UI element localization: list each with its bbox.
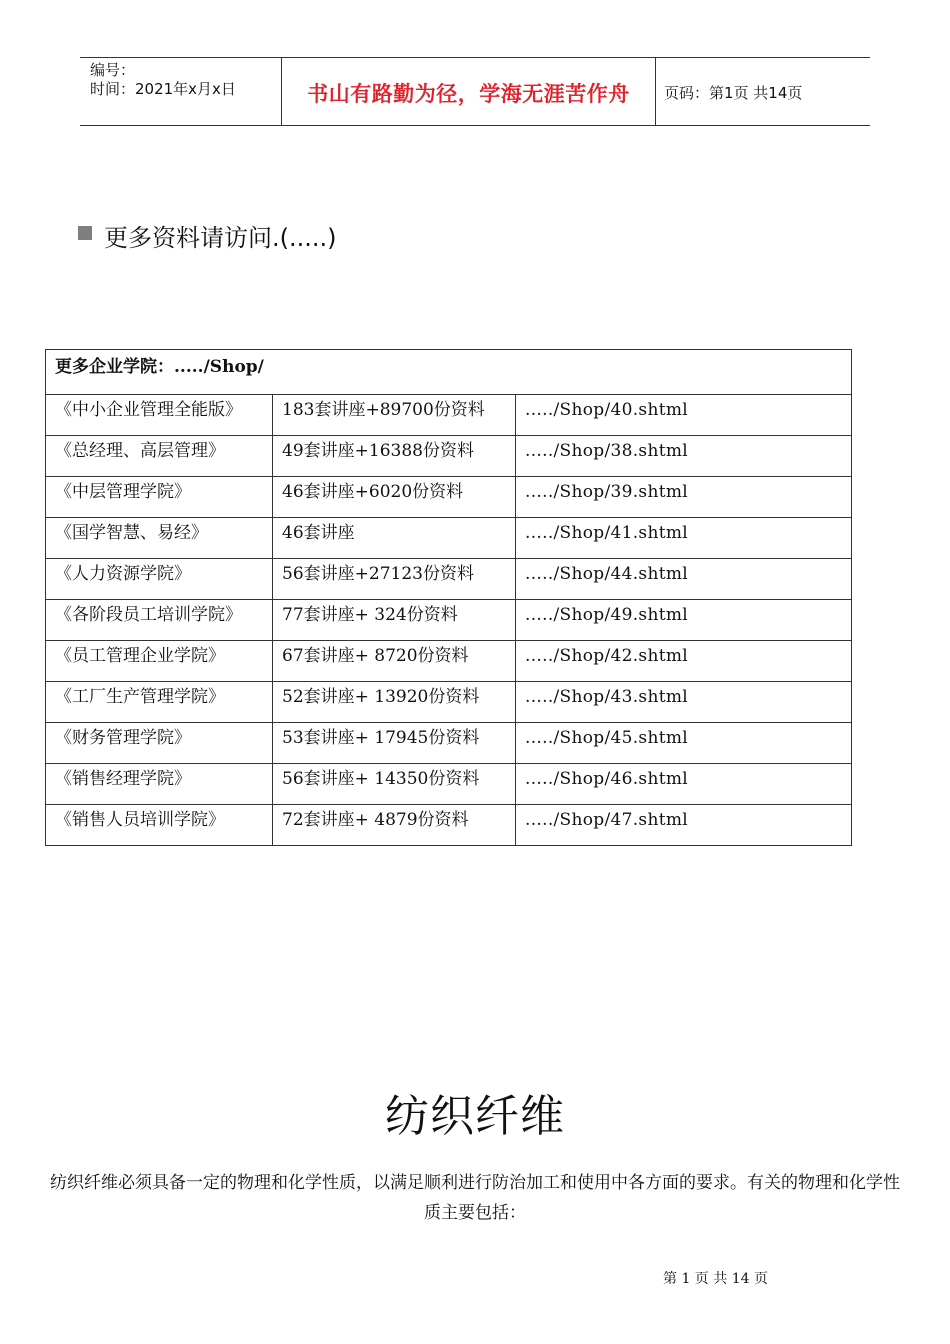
course-link-cell[interactable] xyxy=(516,805,852,846)
doc-number-label: 编号： xyxy=(90,61,136,79)
header-divider-right xyxy=(655,57,656,126)
course-desc-cell-text: 53套讲座+ 17945份资料 xyxy=(282,728,480,748)
course-link-cell-text[interactable]: ...../Shop/41.shtml xyxy=(525,523,688,543)
course-desc-cell-text: 52套讲座+ 13920份资料 xyxy=(282,687,480,707)
header-top-rule xyxy=(80,57,870,58)
header-motto: 书山有路勤为径，学海无涯苦作舟 xyxy=(307,81,630,106)
course-name-cell-text: 《工厂生产管理学院》 xyxy=(55,687,225,707)
course-desc-cell-text: 46套讲座+6020份资料 xyxy=(282,482,464,502)
course-desc-cell xyxy=(273,805,516,846)
course-name-cell-text: 《销售人员培训学院》 xyxy=(55,810,225,830)
course-desc-cell-text: 183套讲座+89700份资料 xyxy=(282,400,485,420)
course-desc-cell-text: 56套讲座+27123份资料 xyxy=(282,564,474,584)
course-name-cell-text: 《中层管理学院》 xyxy=(55,482,191,502)
square-bullet-icon xyxy=(78,226,92,240)
course-link-cell-text[interactable]: ...../Shop/39.shtml xyxy=(525,482,688,502)
course-desc-cell-text: 77套讲座+ 324份资料 xyxy=(282,605,458,625)
course-desc-cell-text: 49套讲座+16388份资料 xyxy=(282,441,474,461)
course-desc-cell-text: 46套讲座 xyxy=(282,523,355,543)
page-footer: 第 1 页 共 14 页 xyxy=(663,1271,768,1287)
header-bottom-rule xyxy=(80,125,870,126)
course-link-cell-text[interactable]: ...../Shop/47.shtml xyxy=(525,810,688,830)
course-name-cell-text: 《财务管理学院》 xyxy=(55,728,191,748)
course-link-cell-text[interactable]: ...../Shop/40.shtml xyxy=(525,400,688,420)
course-name-cell-text: 《国学智慧、易经》 xyxy=(55,523,208,543)
course-link-cell-text[interactable]: ...../Shop/38.shtml xyxy=(525,441,688,461)
course-name-cell-text: 《销售经理学院》 xyxy=(55,769,191,789)
course-name-cell-text: 《各阶段员工培训学院》 xyxy=(55,605,242,625)
course-link-cell-text[interactable]: ...../Shop/46.shtml xyxy=(525,769,688,789)
more-info-text: 更多资料请访问.(.....) xyxy=(104,224,337,252)
table-header-cell: 更多企业学院：...../Shop/ xyxy=(46,350,852,395)
course-link-cell-text[interactable]: ...../Shop/43.shtml xyxy=(525,687,688,707)
course-name-cell-text: 《人力资源学院》 xyxy=(55,564,191,584)
doc-time-label: 时间：2021年x月x日 xyxy=(90,80,236,98)
section-title: 纺织纤维 xyxy=(385,1091,565,1142)
course-link-cell-text[interactable]: ...../Shop/44.shtml xyxy=(525,564,688,584)
intro-paragraph: 纺织纤维必须具备一定的物理和化学性质，以满足顺利进行防治加工和使用中各方面的要求。有关的物理和化学性质主要包括： xyxy=(50,1173,900,1223)
course-name-cell-text: 《中小企业管理全能版》 xyxy=(55,400,242,420)
course-name-cell-text: 《总经理、高层管理》 xyxy=(55,441,225,461)
table-row xyxy=(46,805,852,846)
academy-links-table xyxy=(45,349,852,846)
course-link-cell-text[interactable]: ...../Shop/42.shtml xyxy=(525,646,688,666)
course-link-cell-text[interactable]: ...../Shop/49.shtml xyxy=(525,605,688,625)
course-desc-cell-text: 72套讲座+ 4879份资料 xyxy=(282,810,469,830)
course-name-cell-text: 《员工管理企业学院》 xyxy=(55,646,225,666)
course-desc-cell-text: 67套讲座+ 8720份资料 xyxy=(282,646,469,666)
course-desc-cell-text: 56套讲座+ 14350份资料 xyxy=(282,769,480,789)
page-info: 页码：第1页 共14页 xyxy=(664,84,803,102)
course-name-cell xyxy=(46,805,273,846)
course-link-cell-text[interactable]: ...../Shop/45.shtml xyxy=(525,728,688,748)
